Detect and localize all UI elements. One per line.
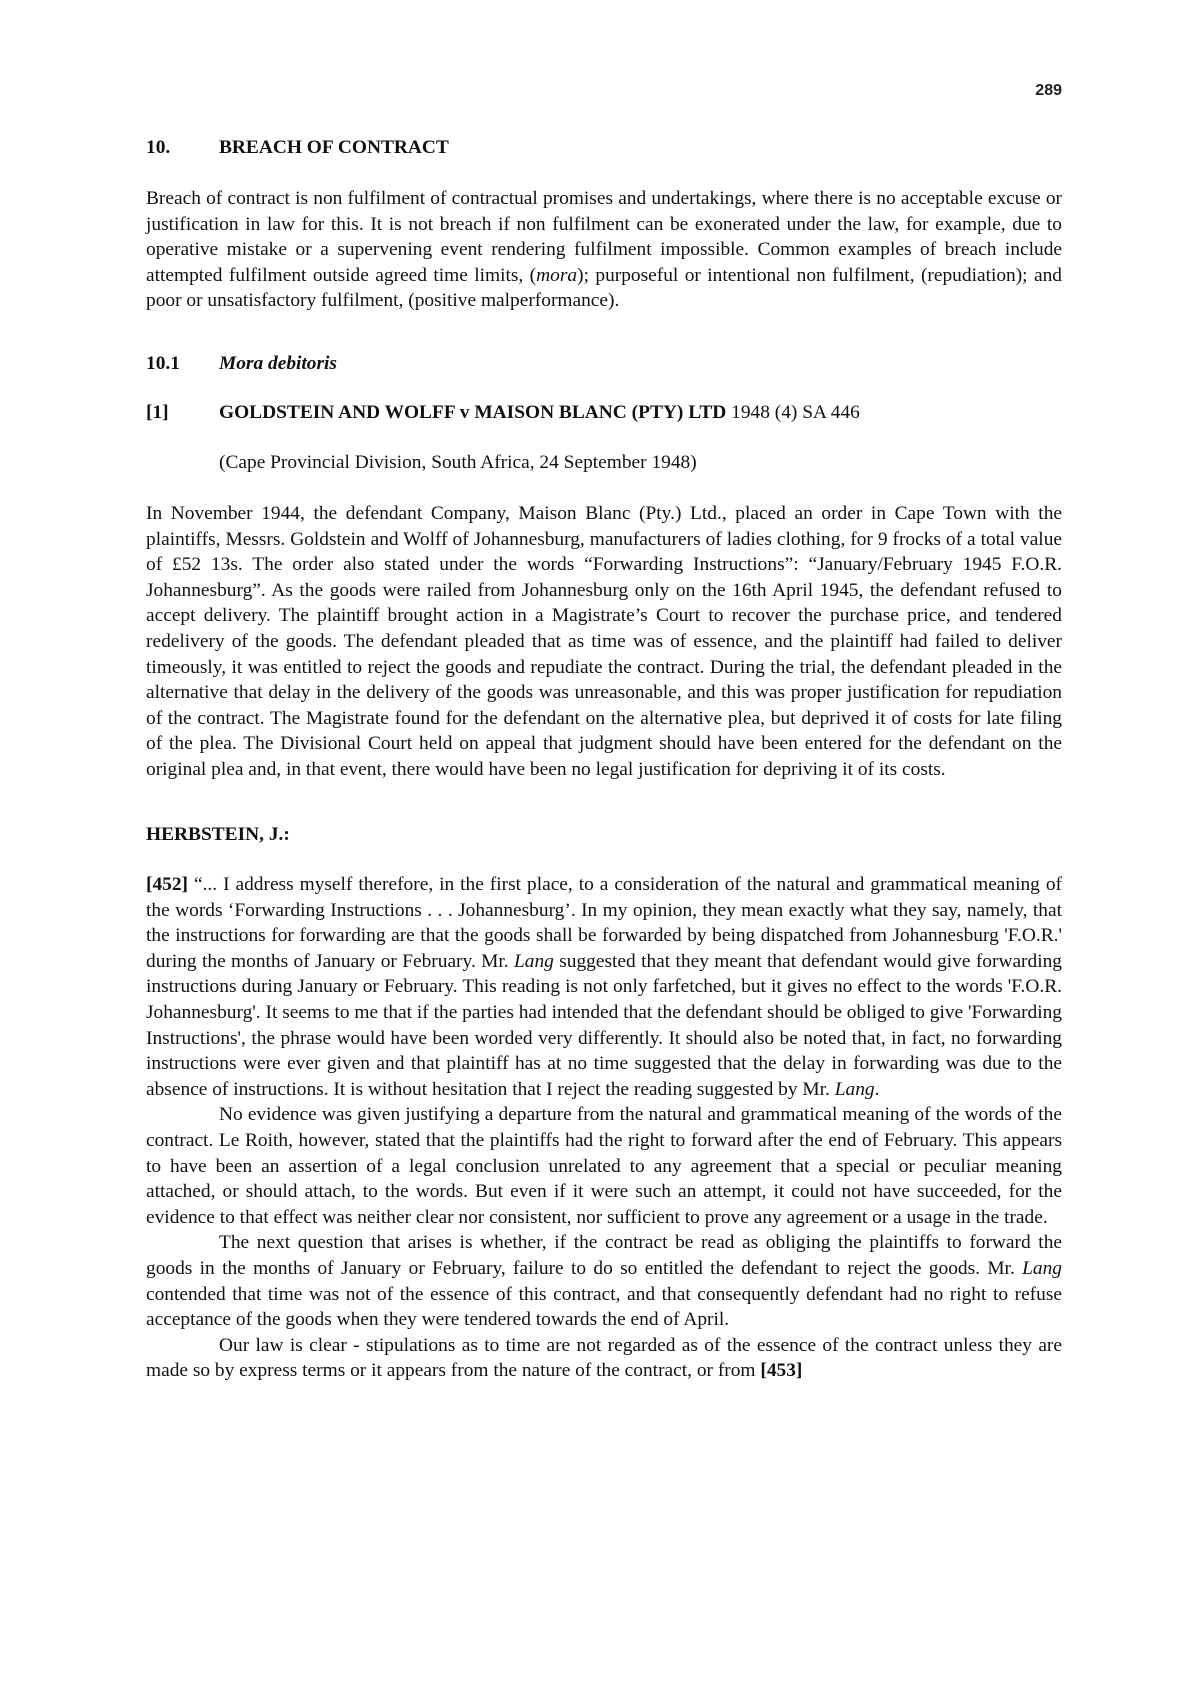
subsection-number: 10.1 [146, 353, 180, 374]
case-number: [1] [146, 402, 169, 423]
facts-paragraph: In November 1944, the defendant Company, Maison Blanc (Pty.) Ltd., placed an order in Cape Town with the plaintiffs, Messrs. Goldstein and Wolff of Johannesburg, manufacturers of ladies clothing, for 9 frocks of a total value of £52 13s. The order also stated under the words “Forwarding Instructions”: “January/February 1945 F.O.R. Johannesburg”. As the goods were railed from Johannesburg only on the 16th April 1945, the defendant refused to accept delivery. The plaintiff brought action in a Magistrate’s Court to recover the purchase price, and tendered redelivery of the goods. The defendant pleaded that as time was of essence, and the plaintiff had failed to deliver timeously, it was entitled to reject the goods and repudiate the contract. During the trial, the defendant pleaded in the alternative that delay in the delivery of the goods was unreasonable, and this was proper justification for repudiation of the contract. The Magistrate found for the defendant on the alternative plea, but deprived it of costs for late filing of the plea. The Divisional Court held on appeal that judgment should have been entered for the defendant on the original plea and, in that event, there would have been no legal justification for depriving it of its costs. [146, 503, 1062, 780]
judgment-p1-text-b: suggested that they meant that defendant would give forwarding instructions during January or February. This reading is not only farfetched, but it gives no effect to the words 'F.O.R. Johannesburg'. It seems to me that if the parties had intended that the defendant should be obliged to give 'Forwarding Instructions', the phrase would have been worded very differently. It should also be noted that, in fact, no forwarding instructions were ever given and that plaintiff has at no time suggested that the delay in forwarding was due to the absence of instructions. It is without hesitation that I reject the reading suggested by Mr. [146, 950, 1062, 1100]
judgment-p1-text-c: . [874, 1078, 880, 1100]
intro-text-1: Breach of contract is non fulfilment of contractual promises and undertakings, where there is no acceptable excuse or justification in law for this. It is not breach if non fulfilment can be exonerated under the law, for example, due to operative mistake or a supervening event rendering fulfilment impossible. Common examples of breach include attempted fulfilment outside agreed time limits, ( [146, 188, 1062, 286]
intro-text-2: ); purposeful or intentional non fulfilment, (repudiation); and poor or unsatisfactory fulfilment, (positive malperformance). [146, 264, 1062, 312]
page-marker-452: [452] [146, 874, 189, 895]
case-citation: 1948 (4) SA 446 [726, 402, 860, 423]
intro-mora-italic: mora [536, 264, 578, 286]
court-line: (Cape Provincial Division, South Africa, 24 September 1948) [219, 452, 697, 473]
section-heading [146, 135, 449, 161]
page-marker-453: [453] [760, 1360, 803, 1382]
judgment-paragraph-3 [146, 1230, 1062, 1332]
judgment-paragraph-2: No evidence was given justifying a departure from the natural and grammatical meaning of the words of the contract. Le Roith, however, stated that the plaintiffs had the right to forward after the end of February. This appears to have been an assertion of a legal conclusion unrelated to any agreement that a special or peculiar meaning attached, or should attach, to the words. But even if it were such an attempt, it could not have succeeded, for the evidence to that effect was neither clear nor consistent, nor sufficient to prove any agreement or a usage in the trade. [146, 1104, 1062, 1228]
section-number: 10. [146, 137, 171, 158]
judgment-paragraph-1 [146, 872, 1062, 1102]
lang-italic-2: Lang [834, 1078, 875, 1100]
case-heading [146, 400, 860, 426]
subsection-heading [146, 351, 337, 377]
judgment-paragraph-4 [146, 1333, 1062, 1384]
judgment-p3-text-a: The next question that arises is whether, if the contract be read as obliging the plaintiffs to forward the goods in the months of January or February, failure to do so entitled the defendant to reject the goods. Mr. [146, 1232, 1062, 1279]
judgment-p4-text: Our law is clear - stipulations as to time are not regarded as of the essence of the contract unless they are made so by express terms or it appears from the nature of the contract, or from [146, 1334, 1062, 1382]
lang-italic-3: Lang [1022, 1257, 1062, 1279]
case-name: GOLDSTEIN AND WOLFF v MAISON BLANC (PTY) LTD [219, 402, 727, 423]
section-title: BREACH OF CONTRACT [219, 137, 449, 158]
judge-name: HERBSTEIN, J.: [146, 824, 290, 845]
subsection-title: Mora debitoris [219, 353, 337, 374]
judgment-p1-text-a: “... I address myself therefore, in the first place, to a consideration of the natural and grammatical meaning of the words ‘Forwarding Instructions . . . Johannesburg’. In my opinion, they mean exactly what they say, namely, that the instructions for forwarding are that the goods shall be forwarded by being dispatched from Johannesburg 'F.O.R.' during the months of January or February. Mr. [146, 874, 1062, 972]
judgment-text [146, 872, 1062, 1384]
judgment-p3-text-b: contended that time was not of the essence of this contract, and that consequently defendant had no right to refuse acceptance of the goods when they were tendered towards the end of April. [146, 1283, 1062, 1331]
page-number: 289 [1035, 82, 1062, 99]
intro-paragraph [146, 186, 1062, 314]
lang-italic-1: Lang [514, 950, 554, 972]
